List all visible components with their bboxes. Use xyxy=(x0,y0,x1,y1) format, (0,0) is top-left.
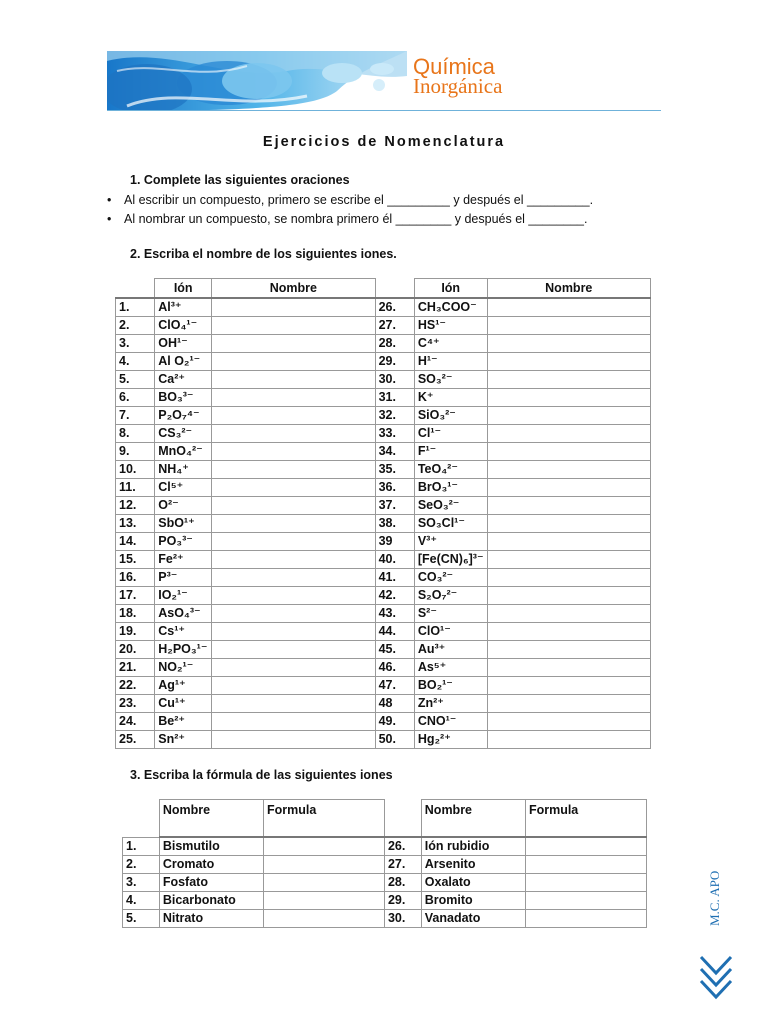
ion-cell: BO₂¹⁻ xyxy=(414,677,487,695)
name-blank-cell[interactable] xyxy=(487,353,650,371)
table-row xyxy=(116,353,651,371)
name-blank-cell[interactable] xyxy=(487,569,650,587)
row-number: 10. xyxy=(116,461,155,479)
table-row xyxy=(116,731,651,749)
formula-blank-cell[interactable] xyxy=(263,892,384,910)
ion-name-cell: Vanadato xyxy=(421,910,525,928)
row-number: 5. xyxy=(116,371,155,389)
name-blank-cell[interactable] xyxy=(487,317,650,335)
name-blank-cell[interactable] xyxy=(487,659,650,677)
ion-cell: P³⁻ xyxy=(155,569,212,587)
table-row xyxy=(123,837,647,856)
ion-cell: SbO¹⁺ xyxy=(155,515,212,533)
ion-cell: Ca²⁺ xyxy=(155,371,212,389)
row-number: 11. xyxy=(116,479,155,497)
ion-cell: OH¹⁻ xyxy=(155,335,212,353)
wave-logo-graphic xyxy=(107,51,661,111)
row-number: 46. xyxy=(375,659,414,677)
col-ion: Ión xyxy=(414,279,487,299)
ion-cell: NH₄⁺ xyxy=(155,461,212,479)
name-blank-cell[interactable] xyxy=(487,389,650,407)
ion-cell: S₂O₇²⁻ xyxy=(414,587,487,605)
col-nombre: Nombre xyxy=(212,279,375,299)
ion-cell: TeO₄²⁻ xyxy=(414,461,487,479)
name-blank-cell[interactable] xyxy=(212,479,375,497)
row-number: 43. xyxy=(375,605,414,623)
row-number: 28. xyxy=(375,335,414,353)
name-blank-cell[interactable] xyxy=(487,335,650,353)
row-number: 40. xyxy=(375,551,414,569)
ion-cell: Hg₂²⁺ xyxy=(414,731,487,749)
row-number: 34. xyxy=(375,443,414,461)
name-blank-cell[interactable] xyxy=(487,298,650,317)
ion-cell: As⁵⁺ xyxy=(414,659,487,677)
bullet-text: Al nombrar un compuesto, se nombra primero él ________ y después el ________. xyxy=(124,212,588,226)
ion-name-cell: Arsenito xyxy=(421,856,525,874)
ion-cell: NO₂¹⁻ xyxy=(155,659,212,677)
bullet-item xyxy=(107,212,587,226)
side-label-text: M.C. APO xyxy=(707,870,722,926)
table-row xyxy=(116,533,651,551)
ion-cell: ClO¹⁻ xyxy=(414,623,487,641)
table-header-row xyxy=(116,279,651,299)
row-number: 26. xyxy=(375,298,414,317)
row-number: 3. xyxy=(123,874,160,892)
ion-cell: Ag¹⁺ xyxy=(155,677,212,695)
ion-cell: S²⁻ xyxy=(414,605,487,623)
table-row xyxy=(116,713,651,731)
row-number: 19. xyxy=(116,623,155,641)
table-row xyxy=(116,623,651,641)
ion-cell: V³⁺ xyxy=(414,533,487,551)
row-number: 12. xyxy=(116,497,155,515)
row-number: 50. xyxy=(375,731,414,749)
row-number: 31. xyxy=(375,389,414,407)
ion-cell: Al O₂¹⁻ xyxy=(155,353,212,371)
name-blank-cell[interactable] xyxy=(487,641,650,659)
ion-cell: Cl¹⁻ xyxy=(414,425,487,443)
row-number: 27. xyxy=(375,317,414,335)
row-number: 5. xyxy=(123,910,160,928)
table-row xyxy=(116,443,651,461)
ion-name-cell: Cromato xyxy=(159,856,263,874)
name-blank-cell[interactable] xyxy=(487,713,650,731)
ion-cell: SeO₃²⁻ xyxy=(414,497,487,515)
row-number: 25. xyxy=(116,731,155,749)
row-number: 16. xyxy=(116,569,155,587)
ion-cell: O²⁻ xyxy=(155,497,212,515)
name-blank-cell[interactable] xyxy=(212,695,375,713)
row-number: 2. xyxy=(123,856,160,874)
col-formula: Formula xyxy=(263,800,384,838)
col-nombre: Nombre xyxy=(487,279,650,299)
row-number: 29. xyxy=(375,353,414,371)
table-row xyxy=(123,874,647,892)
banner-divider xyxy=(107,110,661,111)
formula-blank-cell[interactable] xyxy=(525,892,646,910)
table-row xyxy=(116,677,651,695)
brand-line2: Inorgánica xyxy=(413,74,503,98)
ion-name-cell: Ión rubidio xyxy=(421,837,525,856)
name-blank-cell[interactable] xyxy=(212,587,375,605)
table-row xyxy=(116,371,651,389)
name-blank-cell[interactable] xyxy=(212,659,375,677)
table-row xyxy=(116,695,651,713)
section3-heading: 3. Escriba la fórmula de las siguientes iones xyxy=(130,768,393,782)
table-header-row xyxy=(123,800,647,838)
name-blank-cell[interactable] xyxy=(212,551,375,569)
name-blank-cell[interactable] xyxy=(212,569,375,587)
table-row xyxy=(116,479,651,497)
ion-cell: SO₃Cl¹⁻ xyxy=(414,515,487,533)
row-number: 21. xyxy=(116,659,155,677)
ions-formula-table xyxy=(122,799,647,928)
ion-cell: Fe²⁺ xyxy=(155,551,212,569)
row-number: 37. xyxy=(375,497,414,515)
name-blank-cell[interactable] xyxy=(212,425,375,443)
page-title: Ejercicios de Nomenclatura xyxy=(262,134,506,150)
table-row xyxy=(116,641,651,659)
brand-logo xyxy=(413,56,502,97)
table-row xyxy=(116,659,651,677)
bullet-text: Al escribir un compuesto, primero se escribe el _________ y después el _________. xyxy=(124,193,594,207)
row-number: 32. xyxy=(375,407,414,425)
table-row xyxy=(116,515,651,533)
double-chevron-down-icon xyxy=(698,953,734,1003)
table-row xyxy=(116,461,651,479)
table-row xyxy=(116,298,651,317)
name-blank-cell[interactable] xyxy=(212,298,375,317)
ion-cell: Cu¹⁺ xyxy=(155,695,212,713)
name-blank-cell[interactable] xyxy=(212,335,375,353)
name-blank-cell[interactable] xyxy=(487,623,650,641)
ion-cell: PO₃³⁻ xyxy=(155,533,212,551)
table-row xyxy=(116,425,651,443)
brand-line1: Química xyxy=(413,54,495,79)
row-number: 41. xyxy=(375,569,414,587)
bullet-item xyxy=(107,193,593,207)
formula-blank-cell[interactable] xyxy=(525,874,646,892)
col-formula: Formula xyxy=(525,800,646,838)
ion-cell: ClO₄¹⁻ xyxy=(155,317,212,335)
name-blank-cell[interactable] xyxy=(487,515,650,533)
header-banner xyxy=(107,51,661,111)
row-number: 48 xyxy=(375,695,414,713)
row-number: 28. xyxy=(384,874,421,892)
row-number: 4. xyxy=(116,353,155,371)
ion-cell: CNO¹⁻ xyxy=(414,713,487,731)
name-blank-cell[interactable] xyxy=(212,731,375,749)
row-number: 22. xyxy=(116,677,155,695)
ion-name-cell: Bromito xyxy=(421,892,525,910)
name-blank-cell[interactable] xyxy=(487,479,650,497)
name-blank-cell[interactable] xyxy=(212,515,375,533)
table-row xyxy=(116,317,651,335)
row-number: 18. xyxy=(116,605,155,623)
row-number: 1. xyxy=(116,298,155,317)
bullet-icon: • xyxy=(107,212,112,226)
row-number: 7. xyxy=(116,407,155,425)
table-row xyxy=(116,407,651,425)
row-number: 47. xyxy=(375,677,414,695)
ion-cell: F¹⁻ xyxy=(414,443,487,461)
row-number: 24. xyxy=(116,713,155,731)
name-blank-cell[interactable] xyxy=(487,425,650,443)
row-number: 30. xyxy=(384,910,421,928)
formula-blank-cell[interactable] xyxy=(525,837,646,856)
ion-cell: K⁺ xyxy=(414,389,487,407)
ion-cell: H¹⁻ xyxy=(414,353,487,371)
name-blank-cell[interactable] xyxy=(487,371,650,389)
formula-blank-cell[interactable] xyxy=(263,856,384,874)
name-blank-cell[interactable] xyxy=(487,461,650,479)
name-blank-cell[interactable] xyxy=(212,443,375,461)
row-number: 6. xyxy=(116,389,155,407)
bullet-icon: • xyxy=(107,193,112,207)
ion-cell: Be²⁺ xyxy=(155,713,212,731)
table-row xyxy=(123,910,647,928)
ion-name-cell: Nitrato xyxy=(159,910,263,928)
table-row xyxy=(116,389,651,407)
ion-cell: Sn²⁺ xyxy=(155,731,212,749)
formula-blank-cell[interactable] xyxy=(525,856,646,874)
row-number: 13. xyxy=(116,515,155,533)
name-blank-cell[interactable] xyxy=(212,371,375,389)
row-number: 42. xyxy=(375,587,414,605)
name-blank-cell[interactable] xyxy=(212,461,375,479)
row-number: 14. xyxy=(116,533,155,551)
ion-cell: C⁴⁺ xyxy=(414,335,487,353)
row-number: 23. xyxy=(116,695,155,713)
table-row xyxy=(116,335,651,353)
name-blank-cell[interactable] xyxy=(487,605,650,623)
ion-cell: Cl⁵⁺ xyxy=(155,479,212,497)
row-number: 35. xyxy=(375,461,414,479)
name-blank-cell[interactable] xyxy=(487,551,650,569)
row-number: 3. xyxy=(116,335,155,353)
name-blank-cell[interactable] xyxy=(487,407,650,425)
row-number: 30. xyxy=(375,371,414,389)
ion-cell: CS₃²⁻ xyxy=(155,425,212,443)
formula-blank-cell[interactable] xyxy=(263,874,384,892)
table-row xyxy=(116,551,651,569)
row-number: 33. xyxy=(375,425,414,443)
name-blank-cell[interactable] xyxy=(487,533,650,551)
row-number: 44. xyxy=(375,623,414,641)
ion-cell: Al³⁺ xyxy=(155,298,212,317)
row-number: 8. xyxy=(116,425,155,443)
formula-blank-cell[interactable] xyxy=(263,910,384,928)
ion-cell: CH₃COO⁻ xyxy=(414,298,487,317)
row-number: 26. xyxy=(384,837,421,856)
table-row xyxy=(116,587,651,605)
name-blank-cell[interactable] xyxy=(212,713,375,731)
side-label xyxy=(706,860,724,930)
row-number: 1. xyxy=(123,837,160,856)
ion-cell: HS¹⁻ xyxy=(414,317,487,335)
ion-cell: BO₃³⁻ xyxy=(155,389,212,407)
ion-cell: CO₃²⁻ xyxy=(414,569,487,587)
ion-name-cell: Bicarbonato xyxy=(159,892,263,910)
ions-name-table xyxy=(115,278,651,749)
name-blank-cell[interactable] xyxy=(212,497,375,515)
name-blank-cell[interactable] xyxy=(212,317,375,335)
section1-heading: 1. Complete las siguientes oraciones xyxy=(130,173,350,187)
table-row xyxy=(116,605,651,623)
row-number: 17. xyxy=(116,587,155,605)
name-blank-cell[interactable] xyxy=(212,533,375,551)
row-number: 4. xyxy=(123,892,160,910)
name-blank-cell[interactable] xyxy=(212,641,375,659)
table-row xyxy=(116,497,651,515)
row-number: 36. xyxy=(375,479,414,497)
ion-cell: Au³⁺ xyxy=(414,641,487,659)
ion-cell: MnO₄²⁻ xyxy=(155,443,212,461)
ion-cell: SiO₃²⁻ xyxy=(414,407,487,425)
row-number: 45. xyxy=(375,641,414,659)
row-number: 38. xyxy=(375,515,414,533)
name-blank-cell[interactable] xyxy=(487,443,650,461)
table-row xyxy=(116,569,651,587)
ion-cell: AsO₄³⁻ xyxy=(155,605,212,623)
ion-name-cell: Oxalato xyxy=(421,874,525,892)
row-number: 29. xyxy=(384,892,421,910)
row-number: 9. xyxy=(116,443,155,461)
ion-cell: H₂PO₃¹⁻ xyxy=(155,641,212,659)
ion-cell: [Fe(CN)₆]³⁻ xyxy=(414,551,487,569)
table-row xyxy=(123,856,647,874)
ion-cell: Zn²⁺ xyxy=(414,695,487,713)
name-blank-cell[interactable] xyxy=(487,497,650,515)
ion-cell: BrO₃¹⁻ xyxy=(414,479,487,497)
ion-cell: P₂O₇⁴⁻ xyxy=(155,407,212,425)
row-number: 27. xyxy=(384,856,421,874)
ion-cell: SO₃²⁻ xyxy=(414,371,487,389)
name-blank-cell[interactable] xyxy=(487,695,650,713)
row-number: 15. xyxy=(116,551,155,569)
row-number: 2. xyxy=(116,317,155,335)
ion-cell: IO₂¹⁻ xyxy=(155,587,212,605)
ion-name-cell: Bismutilo xyxy=(159,837,263,856)
name-blank-cell[interactable] xyxy=(212,407,375,425)
name-blank-cell[interactable] xyxy=(212,353,375,371)
formula-blank-cell[interactable] xyxy=(525,910,646,928)
name-blank-cell[interactable] xyxy=(212,605,375,623)
row-number: 39 xyxy=(375,533,414,551)
name-blank-cell[interactable] xyxy=(212,389,375,407)
name-blank-cell[interactable] xyxy=(487,587,650,605)
section2-heading: 2. Escriba el nombre de los siguientes iones. xyxy=(130,247,397,261)
col-nombre: Nombre xyxy=(159,800,263,838)
name-blank-cell[interactable] xyxy=(212,677,375,695)
ion-name-cell: Fosfato xyxy=(159,874,263,892)
name-blank-cell[interactable] xyxy=(487,677,650,695)
col-nombre: Nombre xyxy=(421,800,525,838)
row-number: 49. xyxy=(375,713,414,731)
name-blank-cell[interactable] xyxy=(487,731,650,749)
ion-cell: Cs¹⁺ xyxy=(155,623,212,641)
formula-blank-cell[interactable] xyxy=(263,837,384,856)
table-row xyxy=(123,892,647,910)
name-blank-cell[interactable] xyxy=(212,623,375,641)
col-ion: Ión xyxy=(155,279,212,299)
row-number: 20. xyxy=(116,641,155,659)
